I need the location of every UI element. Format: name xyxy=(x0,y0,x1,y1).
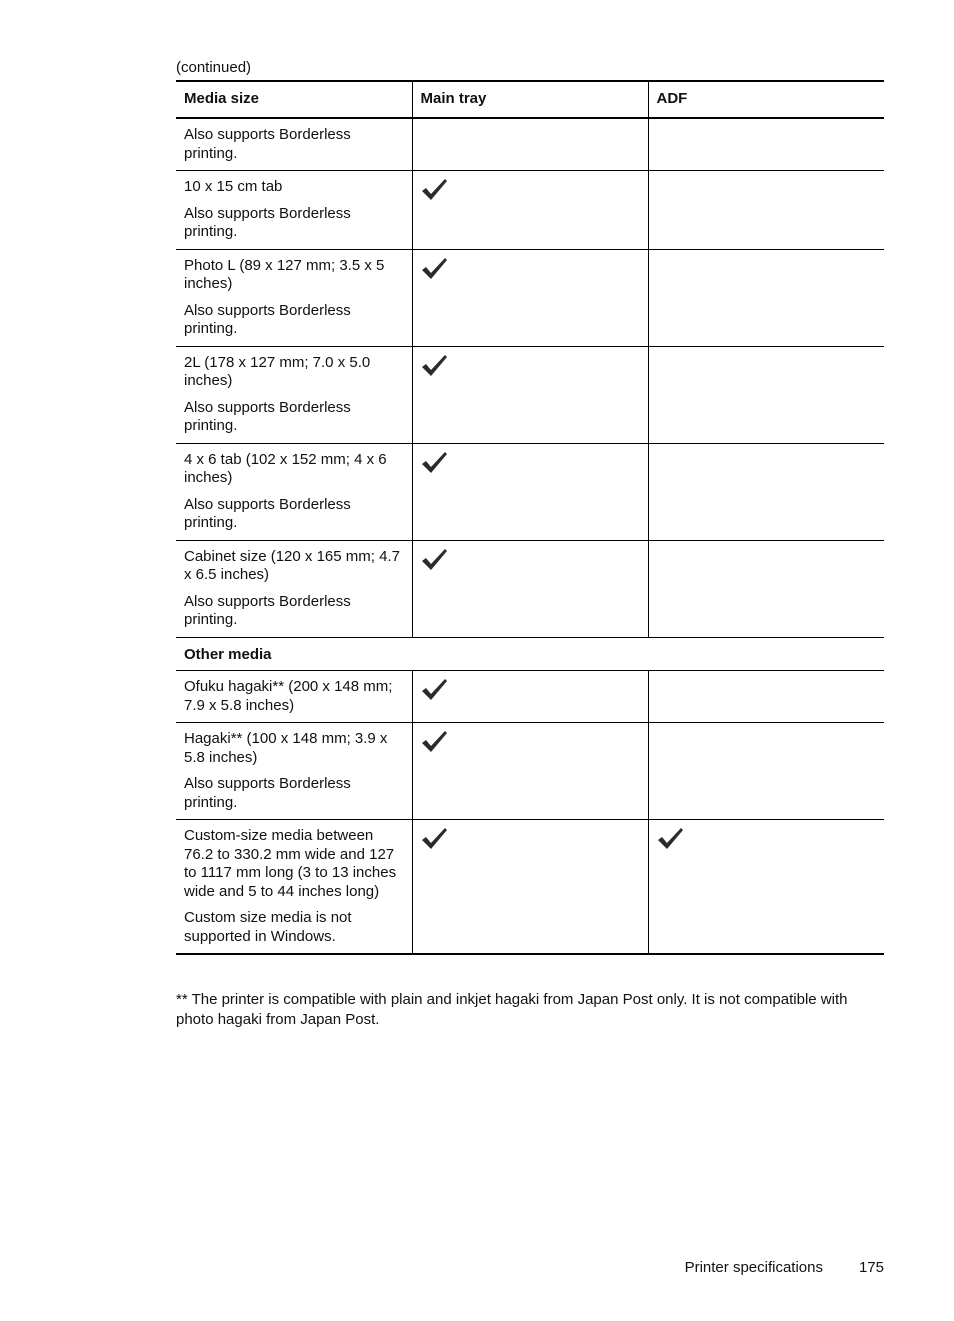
main-tray-cell xyxy=(412,443,648,540)
main-tray-cell xyxy=(412,723,648,820)
main-tray-cell xyxy=(412,118,648,171)
adf-cell xyxy=(648,723,884,820)
media-note-text: Also supports Borderless printing. xyxy=(184,592,351,628)
media-size-cell xyxy=(176,118,412,171)
table-row xyxy=(176,723,884,820)
section-label-other-media: Other media xyxy=(176,637,884,671)
main-tray-cell xyxy=(412,820,648,955)
checkmark-icon xyxy=(420,354,448,378)
checkmark-icon xyxy=(420,678,448,702)
media-note-text: Custom size media is not supported in Windows. xyxy=(184,909,352,945)
media-size-cell xyxy=(176,346,412,443)
checkmark-icon xyxy=(420,548,448,572)
media-size-text: Cabinet size (120 x 165 mm; 4.7 x 6.5 inches) xyxy=(184,547,400,583)
media-note-text: Also supports Borderless printing. xyxy=(184,775,351,811)
table-row xyxy=(176,249,884,346)
adf-cell xyxy=(648,249,884,346)
adf-cell xyxy=(648,671,884,723)
media-size-cell xyxy=(176,820,412,955)
section-row xyxy=(176,637,884,671)
media-size-text: 2L (178 x 127 mm; 7.0 x 5.0 inches) xyxy=(184,353,371,389)
media-size-cell xyxy=(176,723,412,820)
header-adf: ADF xyxy=(648,81,884,118)
media-size-cell xyxy=(176,171,412,250)
footer-section-title: Printer specifications xyxy=(684,1259,823,1276)
main-tray-cell xyxy=(412,671,648,723)
adf-cell xyxy=(648,171,884,250)
checkmark-icon xyxy=(420,827,448,851)
media-size-text: Ofuku hagaki** (200 x 148 mm; 7.9 x 5.8 inches) xyxy=(184,678,393,714)
table-row xyxy=(176,540,884,637)
main-tray-cell xyxy=(412,171,648,250)
header-main-tray: Main tray xyxy=(412,81,648,118)
media-note-text: Also supports Borderless printing. xyxy=(184,301,351,337)
media-size-cell xyxy=(176,540,412,637)
table-row xyxy=(176,443,884,540)
adf-cell xyxy=(648,346,884,443)
adf-cell xyxy=(648,820,884,955)
media-note-text: Also supports Borderless printing. xyxy=(184,495,351,531)
media-size-text: Hagaki** (100 x 148 mm; 3.9 x 5.8 inches) xyxy=(184,730,388,766)
media-size-text: 4 x 6 tab (102 x 152 mm; 4 x 6 inches) xyxy=(184,450,387,486)
media-note-text: Also supports Borderless printing. xyxy=(184,398,351,434)
footnote: ** The printer is compatible with plain and inkjet hagaki from Japan Post only. It is not compatible with photo hagaki from Japan Post. xyxy=(176,991,848,1028)
media-size-text: 10 x 15 cm tab xyxy=(184,178,283,195)
checkmark-icon xyxy=(420,257,448,281)
adf-cell xyxy=(648,443,884,540)
media-size-cell xyxy=(176,443,412,540)
main-tray-cell xyxy=(412,540,648,637)
table-row xyxy=(176,171,884,250)
table-header-row xyxy=(176,81,884,118)
media-size-text: Photo L (89 x 127 mm; 3.5 x 5 inches) xyxy=(184,256,385,292)
header-media-size: Media size xyxy=(176,81,412,118)
media-note-text: Also supports Borderless printing. xyxy=(184,204,351,240)
main-tray-cell xyxy=(412,249,648,346)
media-size-text: Also supports Borderless printing. xyxy=(184,126,351,162)
table-row xyxy=(176,346,884,443)
checkmark-icon xyxy=(420,451,448,475)
adf-cell xyxy=(648,540,884,637)
media-size-cell xyxy=(176,249,412,346)
main-tray-cell xyxy=(412,346,648,443)
adf-cell xyxy=(648,118,884,171)
page-number: 175 xyxy=(858,1259,884,1276)
media-size-cell xyxy=(176,671,412,723)
checkmark-icon xyxy=(420,730,448,754)
checkmark-icon xyxy=(420,178,448,202)
media-support-table xyxy=(176,80,884,955)
table-row xyxy=(176,671,884,723)
table-row xyxy=(176,820,884,955)
checkmark-icon xyxy=(656,827,684,851)
continued-label: (continued) xyxy=(176,59,252,76)
table-row xyxy=(176,118,884,171)
media-size-text: Custom-size media between 76.2 to 330.2 mm wide and 127 to 1117 mm long (3 to 13 inches wide and 5 to 44 inches long) xyxy=(184,827,397,900)
